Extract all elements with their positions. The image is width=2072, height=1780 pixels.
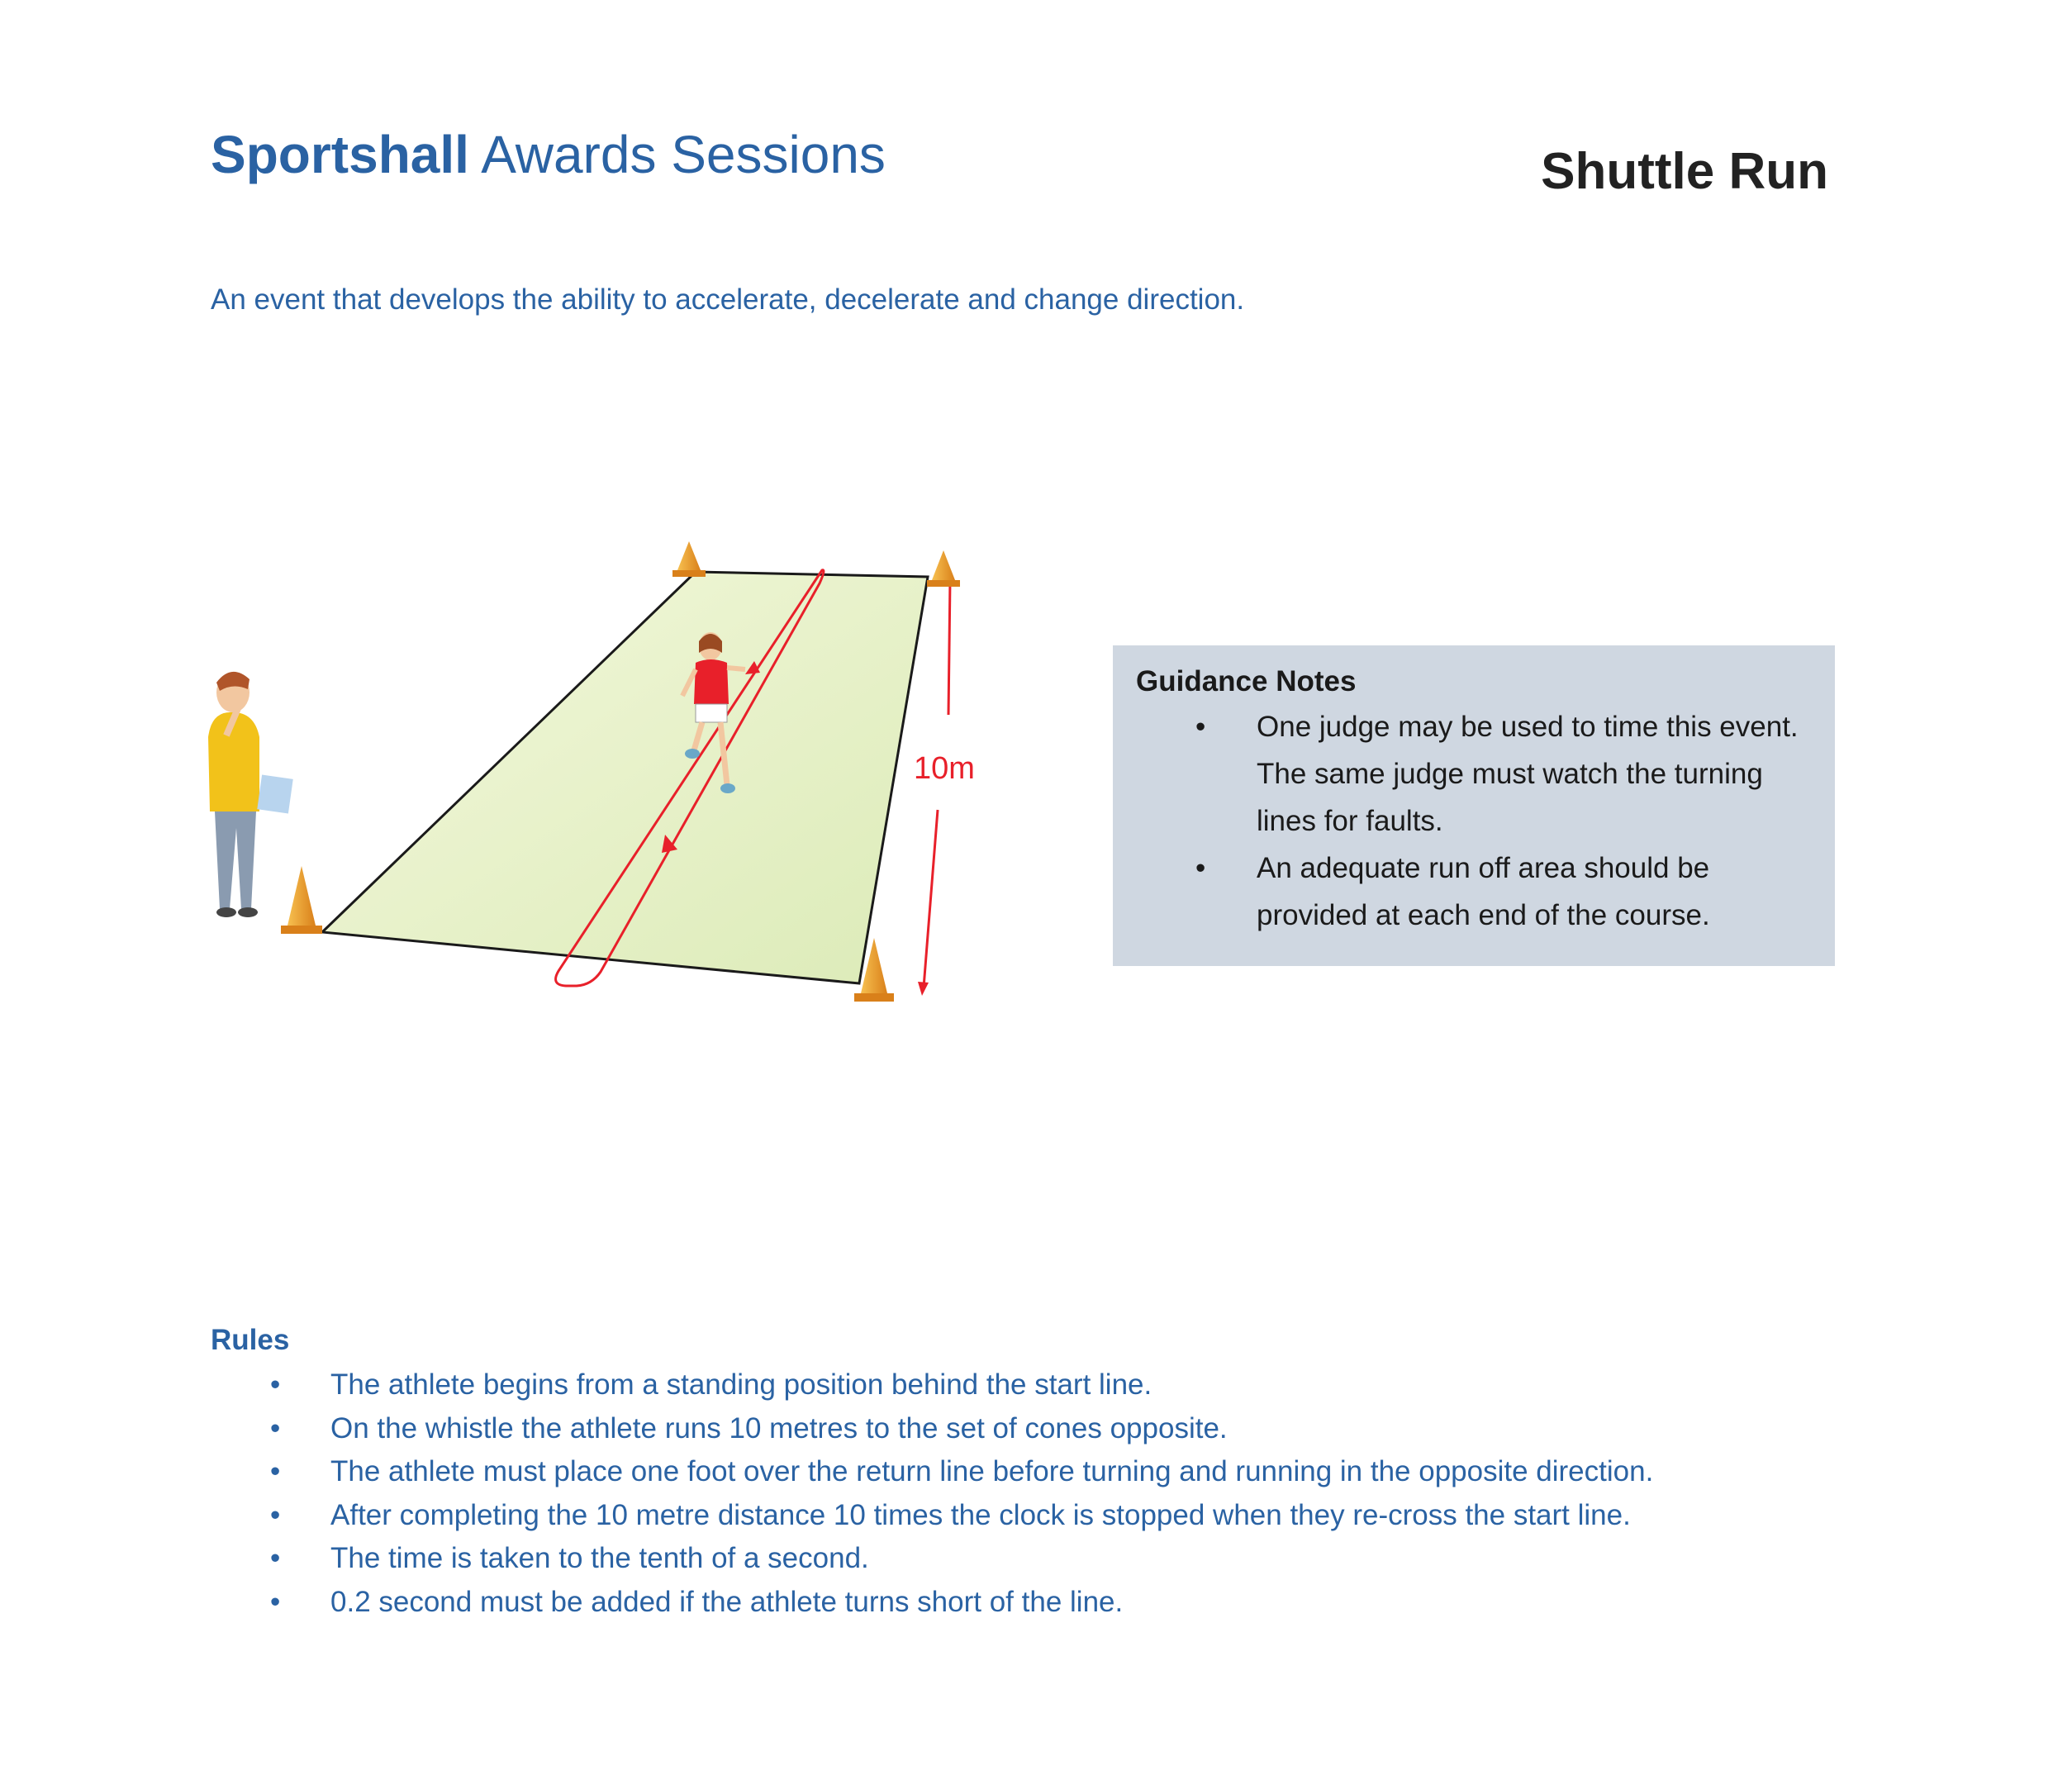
rule-text: The time is taken to the tenth of a second. bbox=[330, 1542, 869, 1574]
rule-text: The athlete must place one foot over the return line before turning and running in the opposite direction. bbox=[330, 1455, 1654, 1487]
bullet-icon: • bbox=[270, 1411, 281, 1444]
guidance-item-text: One judge may be used to time this event. The same judge must watch the turning lines for faults. bbox=[1257, 711, 1799, 837]
cone-icon-near-left bbox=[281, 866, 322, 934]
rule-item bbox=[211, 1581, 1863, 1625]
bullet-icon: • bbox=[1195, 711, 1206, 743]
rule-text: The athlete begins from a standing position behind the start line. bbox=[330, 1368, 1152, 1401]
rule-text: After completing the 10 metre distance 10 times the clock is stopped when they re-cross the start line. bbox=[330, 1498, 1631, 1531]
judge-figure-icon bbox=[208, 672, 293, 917]
shuttle-run-diagram bbox=[190, 521, 1016, 1016]
track-area bbox=[322, 572, 928, 983]
guidance-list bbox=[1136, 703, 1812, 939]
distance-line-top bbox=[948, 580, 950, 715]
rule-text: On the whistle the athlete runs 10 metres to the set of cones opposite. bbox=[330, 1411, 1228, 1444]
rule-item bbox=[211, 1450, 1863, 1494]
event-title: Shuttle Run bbox=[1541, 143, 1828, 200]
intro-text: An event that develops the ability to accelerate, decelerate and change direction. bbox=[211, 283, 1245, 316]
distance-arrow-bottom bbox=[918, 982, 929, 996]
guidance-notes-box bbox=[1113, 645, 1835, 966]
guidance-item bbox=[1136, 703, 1812, 845]
rules-list bbox=[211, 1364, 1863, 1624]
bullet-icon: • bbox=[1195, 852, 1206, 884]
page-title-rest: Awards Sessions bbox=[481, 125, 886, 184]
bullet-icon: • bbox=[270, 1585, 281, 1618]
guidance-item bbox=[1136, 845, 1812, 939]
bullet-icon: • bbox=[270, 1368, 281, 1401]
bullet-icon: • bbox=[270, 1455, 281, 1487]
rule-text: 0.2 second must be added if the athlete turns short of the line. bbox=[330, 1585, 1124, 1618]
rule-item bbox=[211, 1364, 1863, 1407]
guidance-item-text: An adequate run off area should be provided at each end of the course. bbox=[1257, 852, 1710, 931]
rule-item bbox=[211, 1494, 1863, 1538]
rule-item bbox=[211, 1537, 1863, 1581]
distance-line-bottom bbox=[924, 810, 938, 988]
cone-icon-far-right bbox=[927, 550, 960, 587]
cone-icon-far-left bbox=[672, 541, 706, 577]
distance-label: 10m bbox=[914, 751, 975, 786]
rule-item bbox=[211, 1407, 1863, 1451]
guidance-heading: Guidance Notes bbox=[1136, 665, 1357, 697]
brand-name: Sportshall bbox=[211, 125, 469, 184]
rules-heading: Rules bbox=[211, 1324, 290, 1356]
bullet-icon: • bbox=[270, 1498, 281, 1531]
bullet-icon: • bbox=[270, 1542, 281, 1574]
page-title bbox=[211, 124, 886, 185]
